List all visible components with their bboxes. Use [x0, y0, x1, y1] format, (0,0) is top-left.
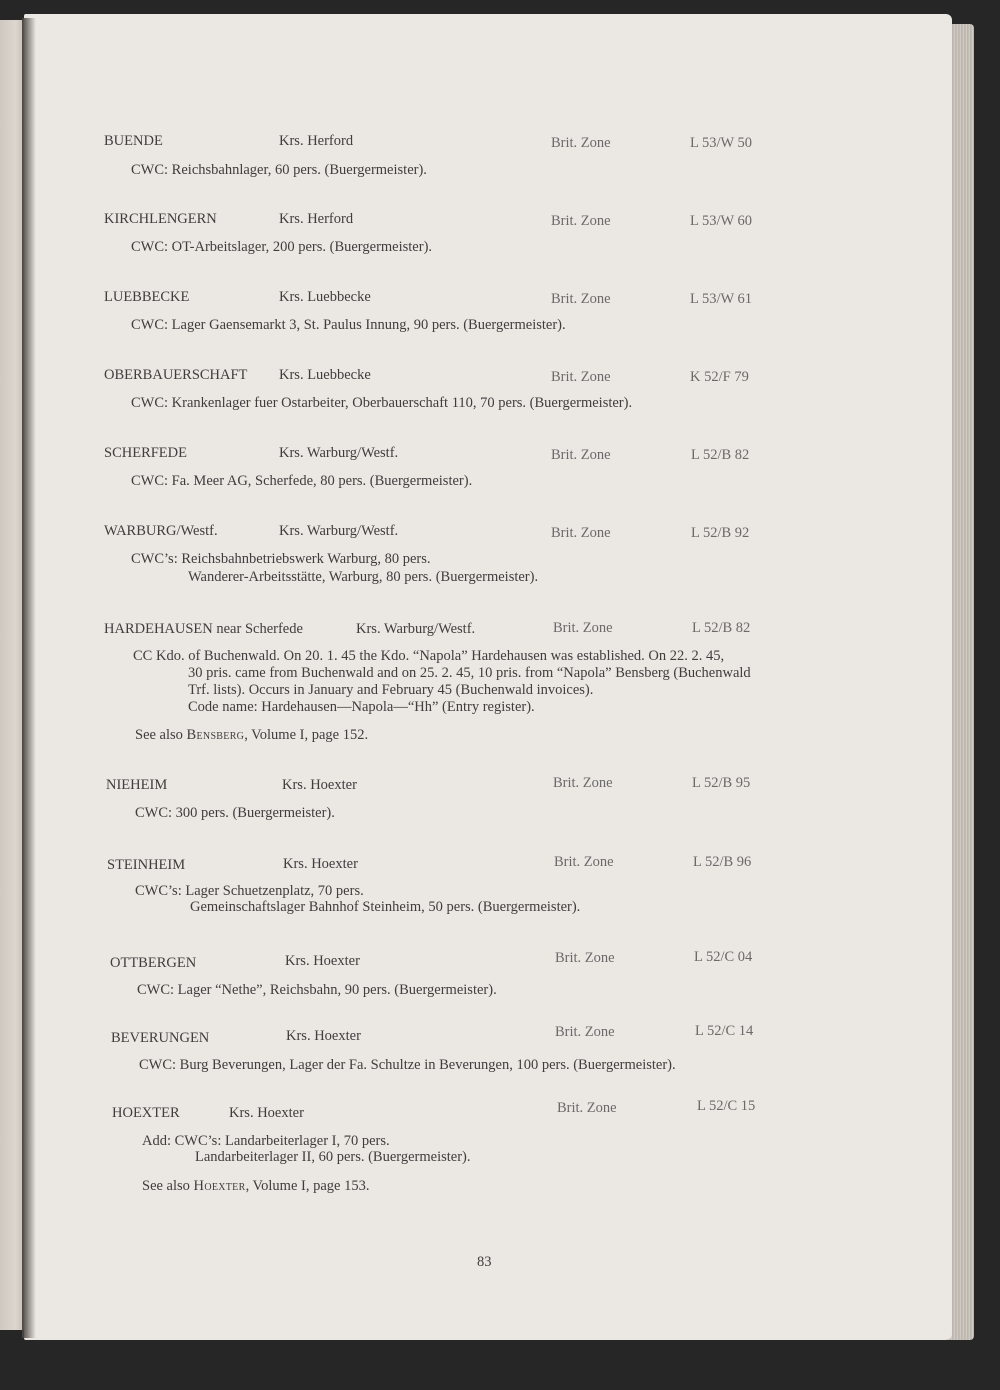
entry-grid: L 52/B 92	[691, 525, 750, 541]
entry-zone: Brit. Zone	[554, 854, 614, 870]
entry-zone: Brit. Zone	[553, 775, 613, 791]
entry-district: Krs. Hoexter	[283, 856, 358, 872]
entry-place: HARDEHAUSEN near Scherfede	[104, 621, 303, 637]
entry-place: BEVERUNGEN	[111, 1030, 210, 1046]
entry-line: Add: CWC’s: Landarbeiterlager I, 70 pers.	[142, 1133, 390, 1149]
entry-place: STEINHEIM	[107, 857, 186, 873]
entry-grid: L 52/B 82	[691, 447, 750, 463]
entry-district: Krs. Warburg/Westf.	[279, 523, 399, 539]
entry-district: Krs. Hoexter	[282, 777, 357, 793]
entry-line: Code name: Hardehausen—Napola—“Hh” (Entry register).	[188, 699, 535, 715]
entry-line: CWC’s: Reichsbahnbetriebswerk Warburg, 80 pers.	[131, 551, 431, 567]
entry-line: CWC: Krankenlager fuer Ostarbeiter, Oberbauerschaft 110, 70 pers. (Buergermeister).	[131, 395, 633, 411]
entry-district: Krs. Luebbecke	[279, 289, 371, 305]
entry-grid: L 53/W 61	[690, 291, 753, 307]
entry-line: CWC: Lager “Nethe”, Reichsbahn, 90 pers. (Buergermeister).	[137, 982, 497, 998]
entry-district: Krs. Warburg/Westf.	[279, 445, 399, 461]
entry-zone: Brit. Zone	[551, 291, 611, 307]
entry-place: OTTBERGEN	[110, 955, 197, 971]
entry-line: CWC: OT-Arbeitslager, 200 pers. (Buergermeister).	[131, 239, 433, 255]
entry-zone: Brit. Zone	[551, 447, 611, 463]
entry-place: NIEHEIM	[106, 777, 168, 793]
entry-line: Gemeinschaftslager Bahnhof Steinheim, 50 pers. (Buergermeister).	[190, 899, 581, 915]
entry-grid: L 52/C 04	[694, 949, 753, 965]
entry-zone: Brit. Zone	[557, 1100, 617, 1116]
entry-district: Krs. Herford	[279, 133, 354, 149]
see-also-note: See also Hoexter, Volume I, page 153.	[142, 1178, 370, 1194]
entry-line: CWC: Burg Beverungen, Lager der Fa. Schultze in Beverungen, 100 pers. (Buergermeister).	[139, 1057, 676, 1073]
entry-line: CWC: Lager Gaensemarkt 3, St. Paulus Innung, 90 pers. (Buergermeister).	[131, 317, 566, 333]
entry-zone: Brit. Zone	[553, 620, 613, 636]
entry-line: Wanderer-Arbeitsstätte, Warburg, 80 pers. (Buergermeister).	[188, 569, 539, 585]
entry-grid: L 53/W 50	[690, 135, 753, 151]
entry-zone: Brit. Zone	[555, 1024, 615, 1040]
entry-grid: L 52/C 14	[695, 1023, 754, 1039]
entry-place: SCHERFEDE	[104, 445, 187, 461]
page-number: 83	[477, 1254, 492, 1270]
entry-district: Krs. Hoexter	[285, 953, 360, 969]
entry-district: Krs. Herford	[279, 211, 354, 227]
entry-zone: Brit. Zone	[551, 213, 611, 229]
entry-grid: L 52/B 82	[692, 620, 751, 636]
entry-line: CWC: Fa. Meer AG, Scherfede, 80 pers. (Buergermeister).	[131, 473, 473, 489]
entry-zone: Brit. Zone	[551, 369, 611, 385]
entry-line: Trf. lists). Occurs in January and February 45 (Buchenwald invoices).	[188, 682, 594, 698]
entry-district: Krs. Warburg/Westf.	[356, 621, 476, 637]
entry-grid: K 52/F 79	[690, 369, 749, 385]
entry-place: KIRCHLENGERN	[104, 211, 217, 227]
entry-line: CWC’s: Lager Schuetzenplatz, 70 pers.	[135, 883, 364, 899]
entry-grid: L 52/C 15	[697, 1098, 756, 1114]
entry-line: CWC: 300 pers. (Buergermeister).	[135, 805, 335, 821]
entry-zone: Brit. Zone	[551, 135, 611, 151]
entry-line: 30 pris. came from Buchenwald and on 25. 2. 45, 10 pris. from “Napola” Bensberg (Buchenwald	[188, 665, 751, 681]
entry-place: HOEXTER	[112, 1105, 180, 1121]
entry-grid: L 52/B 95	[692, 775, 751, 791]
entry-district: Krs. Luebbecke	[279, 367, 371, 383]
entry-place: OBERBAUERSCHAFT	[104, 367, 248, 383]
spine-shadow	[22, 18, 36, 1338]
entry-district: Krs. Hoexter	[229, 1105, 304, 1121]
entry-line: CWC: Reichsbahnlager, 60 pers. (Buergermeister).	[131, 162, 427, 178]
entry-grid: L 52/B 96	[693, 854, 752, 870]
entry-zone: Brit. Zone	[555, 950, 615, 966]
entry-place: WARBURG/Westf.	[104, 523, 218, 539]
entry-line: Landarbeiterlager II, 60 pers. (Buergermeister).	[195, 1149, 471, 1165]
entry-place: BUENDE	[104, 133, 163, 149]
see-also-note: See also Bensberg, Volume I, page 152.	[135, 727, 369, 743]
entry-district: Krs. Hoexter	[286, 1028, 361, 1044]
entry-line: CC Kdo. of Buchenwald. On 20. 1. 45 the Kdo. “Napola” Hardehausen was established. On 22. 2. 45,	[133, 648, 725, 664]
entry-place: LUEBBECKE	[104, 289, 190, 305]
entry-grid: L 53/W 60	[690, 213, 753, 229]
entry-zone: Brit. Zone	[551, 525, 611, 541]
